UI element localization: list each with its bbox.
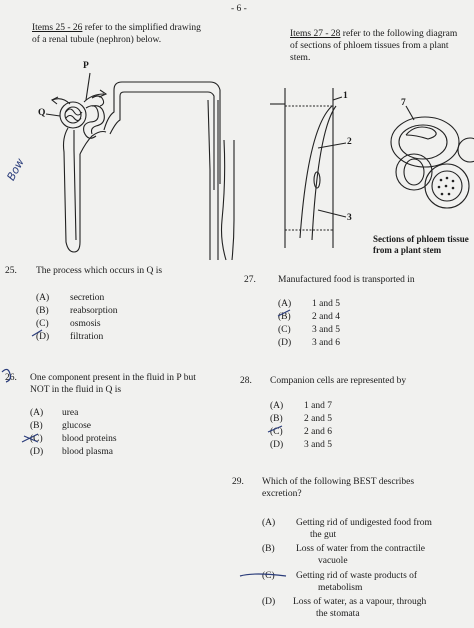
q25-option-d-text: filtration (70, 332, 104, 342)
margin-note: Bow (4, 156, 27, 183)
q29-option-d-text-line1: Loss of water, as a vapour, through (293, 597, 427, 607)
page-number: - 6 - (231, 4, 247, 14)
q26-option-c-text: blood proteins (62, 434, 117, 444)
left-intro-text: refer to the simplified drawing (82, 23, 201, 33)
phloem-label-7: 7 (401, 98, 406, 108)
q28-option-d-text: 3 and 5 (304, 440, 332, 450)
q26-option-a-text: urea (62, 408, 79, 418)
q27-option-a-text: 1 and 5 (312, 299, 340, 309)
q26-option-d-letter: (D) (30, 447, 44, 457)
q26-option-b-letter: (B) (30, 421, 43, 431)
q29-stem-line2: excretion? (262, 489, 302, 499)
q27-option-d-text: 3 and 6 (312, 338, 340, 348)
q28-option-a-text: 1 and 7 (304, 401, 332, 411)
q25-option-c-text: osmosis (70, 319, 101, 329)
phloem-caption-line1: Sections of phloem tissue (373, 234, 469, 244)
left-intro-line1 (32, 23, 201, 34)
right-intro-line1 (290, 29, 457, 40)
q25-option-c-letter: (C) (36, 319, 49, 329)
q27-number: 27. (244, 275, 256, 285)
q27-option-b-letter: (B) (278, 312, 291, 322)
label-q: Q (38, 108, 46, 118)
q26-stem-line1: One component present in the fluid in P but (30, 373, 196, 383)
q26-stem-line2: NOT in the fluid in Q is (30, 385, 122, 395)
q27-option-a-letter: (A) (278, 299, 292, 309)
q29-option-b-letter: (B) (262, 544, 275, 554)
q27-option-c-letter: (C) (278, 325, 291, 335)
q28-option-c-letter: (C) (270, 427, 283, 437)
q25-number: 25. (5, 266, 17, 276)
phloem-label-2: 2 (347, 137, 352, 147)
right-intro-text: refer to the following diagram (340, 29, 458, 39)
q25-option-b-text: reabsorption (70, 306, 118, 316)
q28-option-b-text: 2 and 5 (304, 414, 332, 424)
label-p: P (83, 61, 89, 71)
q27-option-d-letter: (D) (278, 338, 292, 348)
q28-option-c-text: 2 and 6 (304, 427, 332, 437)
q29-option-d-text-line2: the stomata (316, 609, 360, 619)
q29-option-a-text-line1: Getting rid of undigested food from (296, 518, 432, 528)
right-intro-line3: stem. (290, 53, 311, 63)
q29-stem-line1: Which of the following BEST describes (262, 477, 415, 487)
q27-option-b-text: 2 and 4 (312, 312, 340, 322)
q29-option-c-letter: (C) (262, 571, 275, 581)
q27-stem: Manufactured food is transported in (278, 275, 415, 285)
q29-option-c-text-line2: metabolism (318, 583, 363, 593)
phloem-caption-line2: from a plant stem (373, 245, 442, 255)
q29-option-d-letter: (D) (262, 597, 276, 607)
q28-stem: Companion cells are represented by (270, 376, 407, 386)
q28-number: 28. (240, 376, 252, 386)
q27-option-c-text: 3 and 5 (312, 325, 340, 335)
q29-option-b-text-line2: vacuole (318, 556, 348, 566)
phloem-label-1: 1 (343, 91, 348, 101)
right-items-ref: Items 27 - 28 (290, 29, 341, 39)
q29-option-b-text-line1: Loss of water from the contractile (296, 544, 425, 554)
left-items-ref: Items 25 - 26 (32, 23, 83, 33)
q25-option-b-letter: (B) (36, 306, 49, 316)
left-intro-line2: of a renal tubule (nephron) below. (32, 35, 162, 45)
phloem-label-3: 3 (347, 213, 352, 223)
right-intro-line2: of sections of phloem tissues from a plant (290, 41, 449, 51)
q26-option-d-text: blood plasma (62, 447, 113, 457)
q28-option-b-letter: (B) (270, 414, 283, 424)
q29-option-c-text-line1: Getting rid of waste products of (296, 571, 418, 581)
q25-option-a-text: secretion (70, 293, 105, 303)
q29-option-a-text-line2: the gut (310, 530, 337, 540)
q29-option-a-letter: (A) (262, 518, 276, 528)
q26-option-a-letter: (A) (30, 408, 44, 418)
q26-number: 26. (5, 373, 17, 383)
q28-option-a-letter: (A) (270, 401, 284, 411)
q26-option-c-letter: (C) (30, 434, 43, 444)
q29-number: 29. (232, 477, 244, 487)
q25-option-d-letter: (D) (36, 332, 50, 342)
q25-stem: The process which occurs in Q is (36, 266, 163, 276)
q26-option-b-text: glucose (62, 421, 92, 431)
q25-option-a-letter: (A) (36, 293, 50, 303)
q28-option-d-letter: (D) (270, 440, 284, 450)
